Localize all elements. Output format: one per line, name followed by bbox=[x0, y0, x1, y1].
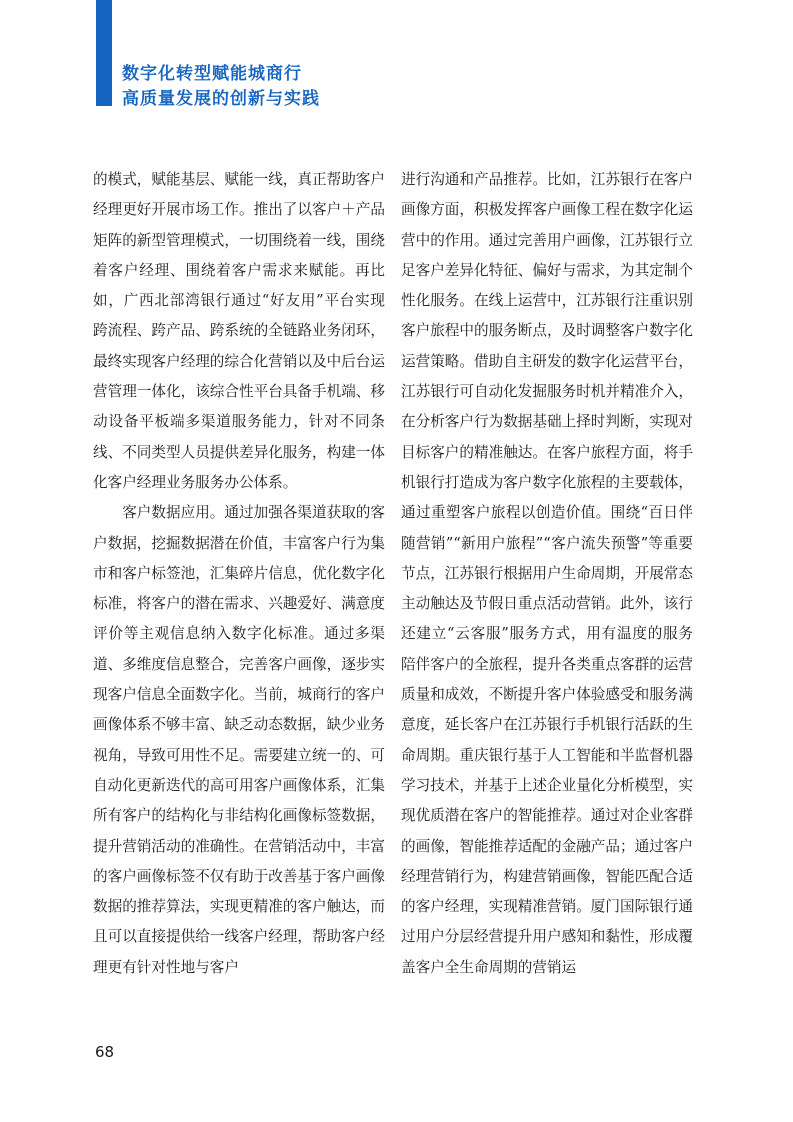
left-paragraph-2: 客户数据应用。通过加强各渠道获取的客户数据，挖掘数据潜在价值，丰富客户行为集市和客户标签池，汇集碎片信息，优化数字化标准，将客户的潜在需求、兴趣爱好、满意度评价等主观信息纳入数字化标准。通过多渠道、多维度信息整合，完善客户画像，逐步实现客户信息全面数字化。当前，城商行的客户画像体系不够丰富、缺乏动态数据，缺少业务视角，导致可用性不足。需要建立统一的、可自动化更新迭代的高可用客户画像体系，汇集所有客户的结构化与非结构化画像标签数据，提升营销活动的准确性。在营销活动中，丰富的客户画像标签不仅有助于改善基于客户画像数据的推荐算法，实现更精准的客户触达，而且可以直接提供给一线客户经理，帮助客户经理更有针对性地与客户 bbox=[93, 504, 385, 976]
running-header-line-2: 高质量发展的创新与实践 bbox=[122, 89, 320, 109]
running-header-line-1: 数字化转型赋能城商行 bbox=[122, 64, 302, 84]
left-paragraph-1: 的模式，赋能基层、赋能一线，真正帮助客户经理更好开展市场工作。推出了以客户＋产品矩阵的新型管理模式，一切围绕着一线，围绕着客户经理、围绕着客户需求来赋能。再比如，广西北部湾银行通过“好友用”平台实现跨流程、跨产品、跨系统的全链路业务闭环，最终实现客户经理的综合化营销以及中后台运营管理一体化，该综合性平台具备手机端、移动设备平板端多渠道服务能力，针对不同条线、不同类型人员提供差异化服务，构建一体化客户经理业务服务办公体系。 bbox=[93, 171, 385, 491]
right-text-column bbox=[401, 165, 693, 983]
running-header bbox=[122, 62, 320, 112]
header-accent-bar bbox=[96, 0, 112, 106]
page-number: 68 bbox=[95, 1043, 115, 1061]
right-paragraph-1: 进行沟通和产品推荐。比如，江苏银行在客户画像方面，积极发挥客户画像工程在数字化运营中的作用。通过完善用户画像，江苏银行立足客户差异化特征、偏好与需求，为其定制个性化服务。在线上运营中，江苏银行注重识别客户旅程中的服务断点，及时调整客户数字化运营策略。借助自主研发的数字化运营平台，江苏银行可自动化发掘服务时机并精准介入，在分析客户行为数据基础上择时判断，实现对目标客户的精准触达。在客户旅程方面，将手机银行打造成为客户数字化旅程的主要载体，通过重塑客户旅程以创造价值。围绕“百日伴随营销”“新用户旅程”“客户流失预警”等重要节点，江苏银行根据用户生命周期，开展常态主动触达及节假日重点活动营销。此外，该行还建立“云客服”服务方式，用有温度的服务陪伴客户的全旅程，提升各类重点客群的运营质量和成效，不断提升客户体验感受和服务满意度，延长客户在江苏银行手机银行活跃的生命周期。重庆银行基于人工智能和半监督机器学习技术，并基于上述企业量化分析模型，实现优质潜在客户的智能推荐。通过对企业客群的画像，智能推荐适配的金融产品；通过客户经理营销行为，构建营销画像，智能匹配合适的客户经理，实现精准营销。厦门国际银行通过用户分层经营提升用户感知和黏性，形成覆盖客户全生命周期的营销运 bbox=[401, 171, 693, 976]
left-text-column bbox=[93, 165, 385, 983]
